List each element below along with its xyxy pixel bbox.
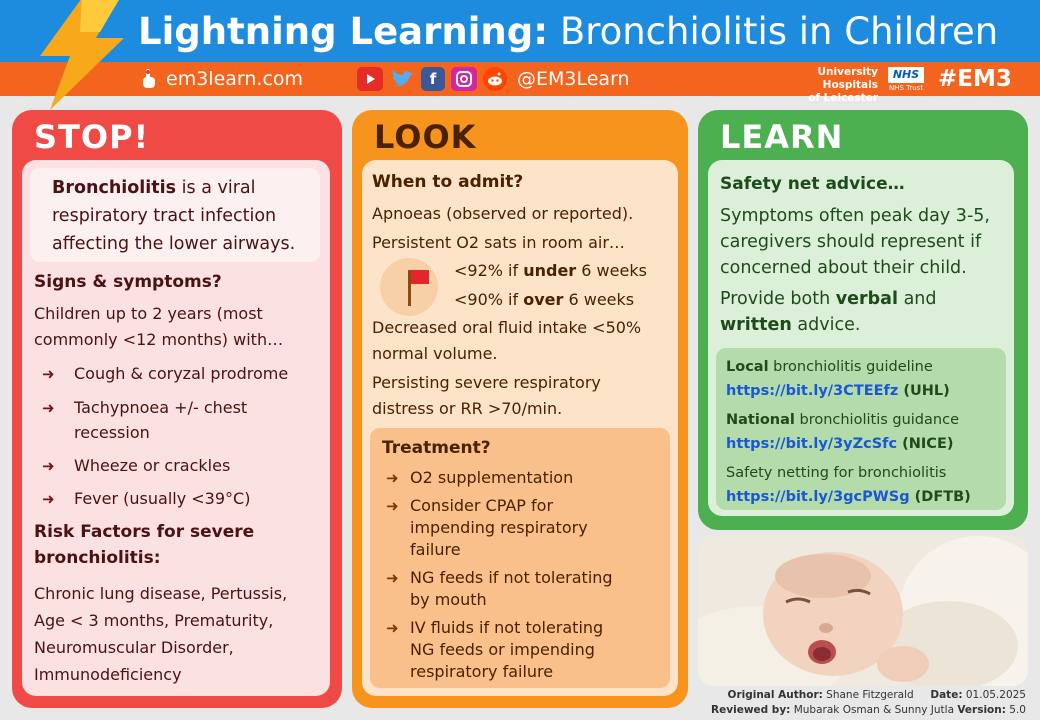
risk-line: Neuromuscular Disorder, [34, 638, 234, 657]
link-local[interactable]: https://bit.ly/3CTEEfz (UHL) [726, 383, 950, 399]
admit-sats: Persistent O2 sats in room air… [372, 233, 625, 252]
reddit-icon[interactable] [483, 67, 507, 91]
risk-heading-1: Risk Factors for severe [34, 522, 255, 542]
nhs-trust-label: NHS Trust [888, 84, 924, 92]
definition-line-1: Bronchiolitis is a viral [52, 178, 256, 198]
arrow-icon: ➜ [42, 365, 55, 383]
arrow-icon: ➜ [42, 399, 55, 417]
arrow-icon: ➜ [386, 569, 399, 587]
risk-heading-2: bronchiolitis: [34, 548, 161, 568]
arrow-icon: ➜ [42, 457, 55, 475]
symptom-item: Tachypnoea +/- chest [74, 398, 248, 417]
stop-panel [22, 160, 330, 696]
definition-line-2: respiratory tract infection [52, 206, 277, 226]
website-text: em3learn.com [166, 68, 304, 90]
credits [711, 688, 1026, 718]
guideline-links-box [716, 348, 1006, 510]
provide-line-2: written advice. [720, 315, 861, 335]
signs-intro-2: commonly <12 months) with… [34, 330, 284, 349]
social-handle: @EM3Learn [517, 68, 630, 90]
sats-over: <90% if over 6 weeks [454, 290, 635, 309]
admit-fluid-2: normal volume. [372, 344, 498, 363]
signs-heading: Signs & symptoms? [34, 272, 222, 292]
social-icons [357, 66, 630, 92]
link-label-dftb: Safety netting for bronchiolitis [726, 465, 947, 481]
safety-line: concerned about their child. [720, 258, 967, 278]
link-label-local: Local bronchiolitis guideline [726, 359, 933, 375]
risk-line: Age < 3 months, Prematurity, [34, 611, 274, 630]
treatment-box [370, 428, 670, 688]
nhs-logo: NHS [888, 67, 924, 83]
signs-intro-1: Children up to 2 years (most [34, 304, 263, 323]
lightning-bolt-icon [20, 0, 130, 110]
treatment-item-cont: failure [410, 540, 461, 559]
admit-distress-1: Persisting severe respiratory [372, 373, 601, 392]
link-label-national: National bronchiolitis guidance [726, 412, 959, 428]
symptom-item: Cough & coryzal prodrome [74, 364, 289, 383]
sats-under: <92% if under 6 weeks [454, 261, 647, 280]
arrow-icon: ➜ [386, 469, 399, 487]
arrow-icon: ➜ [42, 490, 55, 508]
look-panel [362, 160, 678, 696]
definition-box [30, 168, 320, 262]
safety-line: Symptoms often peak day 3-5, [720, 206, 990, 226]
learn-panel [708, 160, 1014, 516]
admit-fluid-1: Decreased oral fluid intake <50% [372, 318, 642, 337]
baby-photo [698, 536, 1028, 686]
hand-pointer-icon [140, 68, 158, 90]
symptom-item: Wheeze or crackles [74, 456, 231, 475]
look-column [352, 110, 688, 708]
treatment-item-cont: NG feeds or impending [410, 640, 595, 659]
stop-column [12, 110, 342, 708]
provide-line-1: Provide both verbal and [720, 289, 937, 309]
risk-line: Immunodeficiency [34, 665, 182, 684]
symptom-item-cont: recession [74, 423, 150, 442]
look-title: LOOK [374, 118, 477, 156]
hashtag-em3: #EM3 [938, 66, 1012, 92]
stop-title: STOP! [34, 118, 150, 156]
treatment-item: Consider CPAP for [410, 496, 554, 515]
link-national[interactable]: https://bit.ly/3yZcSfc (NICE) [726, 436, 954, 452]
red-flag-icon [380, 258, 438, 316]
youtube-icon[interactable] [357, 67, 383, 91]
twitter-icon[interactable] [389, 67, 415, 91]
definition-line-3: affecting the lower airways. [52, 234, 296, 254]
treatment-item: O2 supplementation [410, 468, 574, 487]
symptom-item: Fever (usually <39°C) [74, 489, 251, 508]
safety-heading: Safety net advice… [720, 174, 905, 194]
instagram-icon[interactable] [451, 67, 477, 91]
admit-apnoeas: Apnoeas (observed or reported). [372, 204, 634, 223]
arrow-icon: ➜ [386, 619, 399, 637]
baby-illustration [698, 536, 1028, 686]
treatment-item: NG feeds if not tolerating [410, 568, 613, 587]
learn-column [698, 110, 1028, 530]
admit-heading: When to admit? [372, 172, 524, 192]
facebook-icon[interactable]: f [421, 67, 445, 91]
admit-distress-2: distress or RR >70/min. [372, 399, 563, 418]
treatment-item-cont: respiratory failure [410, 662, 554, 681]
treatment-item-cont: by mouth [410, 590, 487, 609]
treatment-item: IV fluids if not tolerating [410, 618, 604, 637]
page-title: Lightning Learning: Bronchiolitis in Children [138, 10, 999, 53]
safety-line: caregivers should represent if [720, 232, 982, 252]
learn-title: LEARN [720, 118, 844, 156]
link-dftb[interactable]: https://bit.ly/3gcPWSg (DFTB) [726, 489, 971, 505]
website-link[interactable] [140, 66, 303, 92]
treatment-item-cont: impending respiratory [410, 518, 588, 537]
treatment-heading: Treatment? [382, 438, 491, 458]
arrow-icon: ➜ [386, 497, 399, 515]
trust-name: University Hospitals of Leicester [808, 66, 878, 104]
credits-line-2: Reviewed by: Mubarak Osman & Sunny Jutla Version: 5.0 [711, 704, 1026, 716]
risk-line: Chronic lung disease, Pertussis, [34, 584, 288, 603]
credits-line-1: Original Author: Shane Fitzgerald Date: 01.05.2025 [727, 689, 1026, 701]
